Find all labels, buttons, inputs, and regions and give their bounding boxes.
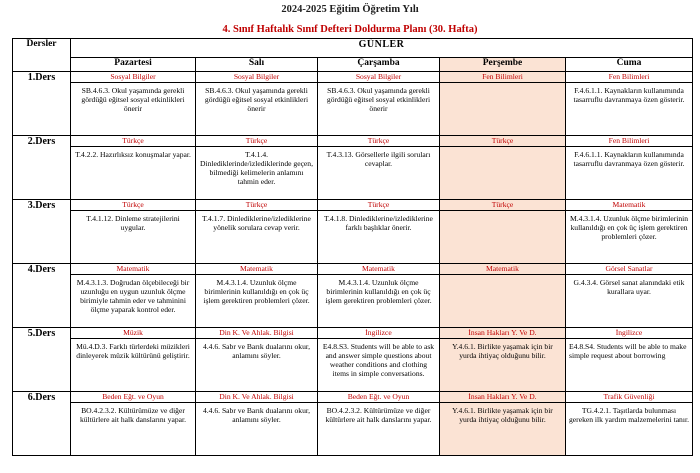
subject-label: Trafik Güvenliği	[566, 392, 692, 403]
outcome-text	[440, 211, 565, 214]
outcome-text: 4.4.6. Sabr ve Barık dualarını okur, anlamını söyler.	[202, 342, 311, 361]
lesson-label: 2.Ders	[13, 136, 71, 200]
subject-label: Matematik	[440, 264, 565, 275]
subject-label: Fen Bilimleri	[566, 136, 692, 147]
plan-cell	[196, 200, 318, 264]
outcome-text	[440, 275, 565, 278]
outcome-text: M.4.3.1.3. Doğrudan ölçebileceği bir uzunluğu en uygun uzunluk ölçme birimiyle tahmin eder ve tahminini ölçme yaparak kontrol eder.	[76, 278, 190, 315]
outcome-text: T.4.1.12. Dinleme stratejilerini uygular.	[86, 214, 180, 233]
subject-label: Türkçe	[71, 200, 195, 211]
plan-cell	[318, 200, 440, 264]
subject-label: İnsan Hakları Y. Ve D.	[440, 392, 565, 403]
outcome-text	[440, 83, 565, 86]
plan-cell	[196, 136, 318, 200]
outcome-text: T.4.1.4. Dinlediklerinde/izlediklerinde geçen, bilmediği kelimelerin anlamını tahmin eder.	[199, 150, 314, 187]
plan-cell	[196, 72, 318, 136]
outcome-text: E4.8.S3. Students will be able to ask and answer simple questions about weather conditions and clothing items in simple conversations.	[322, 342, 435, 379]
outcome-text: T.4.1.7. Dinlediklerine/izlediklerine yönelik sorulara cevap verir.	[202, 214, 311, 233]
plan-subtitle: 4. Sınıf Haftalık Sınıf Defteri Doldurma Planı (30. Hafta)	[222, 24, 478, 35]
lesson-row	[13, 200, 693, 264]
plan-cell	[440, 72, 566, 136]
outcome-text	[440, 147, 565, 150]
subject-label: Sosyal Bilgiler	[71, 72, 195, 83]
plan-cell	[566, 72, 693, 136]
plan-cell	[71, 72, 196, 136]
plan-cell	[566, 200, 693, 264]
subject-label: Türkçe	[196, 136, 317, 147]
plan-cell	[440, 200, 566, 264]
plan-cell	[566, 392, 693, 456]
outcome-text: SB.4.6.3. Okul yaşamında gerekli gördüğü eğitsel sosyal etkinlikleri önerir	[81, 86, 185, 114]
outcome-text: F.4.6.1.1. Kaynakların kullanımında tasarruflu davranmaya özen gösterir.	[573, 86, 685, 105]
gunler-header: GÜNLER	[71, 39, 693, 58]
outcome-text: SB.4.6.3. Okul yaşamında gerekli gördüğü eğitsel sosyal etkinlikleri önerir	[204, 86, 309, 114]
plan-cell	[318, 264, 440, 328]
subject-label: İngilizce	[318, 328, 439, 339]
subject-label: Din K. Ve Ahlak. Bilgisi	[196, 328, 317, 339]
plan-cell	[71, 328, 196, 392]
plan-cell	[71, 264, 196, 328]
subject-label: Türkçe	[196, 200, 317, 211]
outcome-text: Y.4.6.1. Birlikte yaşamak için bir yurda ihtiyaç olduğunu bilir.	[452, 406, 553, 425]
subject-label: Matematik	[71, 264, 195, 275]
plan-cell	[440, 264, 566, 328]
outcome-text: SB.4.6.3. Okul yaşamında gerekli gördüğü eğitsel sosyal etkinlikleri önerir	[326, 86, 431, 114]
plan-cell	[318, 136, 440, 200]
subject-label: Matematik	[318, 264, 439, 275]
plan-cell	[440, 328, 566, 392]
day-header-carsamba: Çarşamba	[318, 58, 440, 72]
dersler-header: Dersler	[13, 39, 71, 72]
outcome-text: G.4.3.4. Görsel sanat alanındaki etik kurallara uyar.	[573, 278, 685, 297]
day-header-cuma: Cuma	[566, 58, 693, 72]
subject-label: Sosyal Bilgiler	[196, 72, 317, 83]
outcome-text: F.4.6.1.1. Kaynakların kullanımında tasarruflu davranmaya özen gösterir.	[573, 150, 685, 169]
page-title: 2024-2025 Eğitim Öğretim Yılı	[281, 4, 419, 15]
plan-cell	[566, 136, 693, 200]
outcome-text: M.4.3.1.4. Uzunluk ölçme birimlerinin kullanıldığı en çok üç işlem gerektiren problemleri çözer.	[203, 278, 310, 306]
outcome-text: M.4.3.1.4. Uzunluk ölçme birimlerinin kullanıldığı en çok üç işlem gerektiren problemleri çözer.	[569, 214, 689, 242]
plan-cell	[440, 392, 566, 456]
outcome-text: M.4.3.1.4. Uzunluk ölçme birimlerinin kullanıldığı en çok üç işlem gerektiren problemleri çözer.	[325, 278, 432, 306]
subject-label: Türkçe	[318, 200, 439, 211]
outcome-text: TG.4.2.1. Taşıtlarda bulunması gereken ilk yardım malzemelerini tanır.	[569, 406, 689, 425]
subject-label: Türkçe	[71, 136, 195, 147]
outcome-text: T.4.3.13. Görsellerle ilgili soruları cevaplar.	[326, 150, 431, 169]
subject-label: Din K. Ve Ahlak. Bilgisi	[196, 392, 317, 403]
lesson-label: 6.Ders	[13, 392, 71, 456]
plan-cell	[566, 264, 693, 328]
plan-cell	[318, 72, 440, 136]
subject-label: Beden Eğt. ve Oyun	[71, 392, 195, 403]
lesson-label: 4.Ders	[13, 264, 71, 328]
subject-label: Görsel Sanatlar	[566, 264, 692, 275]
outcome-text: E4.8.S4. Students will be able to make simple request about borrowing	[569, 342, 687, 361]
outcome-text: T.4.1.8. Dinlediklerine/izlediklerine farklı başlıklar önerir.	[324, 214, 433, 233]
subject-label: Sosyal Bilgiler	[318, 72, 439, 83]
subject-label: Fen Bilimleri	[566, 72, 692, 83]
weekly-plan-table	[12, 38, 693, 456]
plan-cell	[71, 200, 196, 264]
plan-cell	[440, 136, 566, 200]
subject-label: Türkçe	[440, 200, 565, 211]
outcome-text: Mü.4.D.3. Farklı türlerdeki müzikleri dinleyerek müzik kültürünü geliştirir.	[76, 342, 190, 361]
day-header-sali: Salı	[196, 58, 318, 72]
subject-label: İnsan Hakları Y. Ve D.	[440, 328, 565, 339]
outcome-text: 4.4.6. Sabr ve Barık dualarını okur, anlamını söyler.	[202, 406, 311, 425]
lesson-row	[13, 72, 693, 136]
plan-cell	[196, 264, 318, 328]
subject-label: İngilizce	[566, 328, 692, 339]
subject-label: Türkçe	[318, 136, 439, 147]
subject-label: Türkçe	[440, 136, 565, 147]
lesson-row	[13, 392, 693, 456]
outcome-text: BO.4.2.3.2. Kültürümüze ve diğer kültürlere ait halk danslarını yapar.	[79, 406, 187, 425]
day-header-pazartesi: Pazartesi	[71, 58, 196, 72]
outcome-text: BO.4.2.3.2. Kültürümüze ve diğer kültürlere ait halk danslarını yapar.	[325, 406, 432, 425]
outcome-text: Y.4.6.1. Birlikte yaşamak için bir yurda ihtiyaç olduğunu bilir.	[452, 342, 553, 361]
subject-label: Matematik	[566, 200, 692, 211]
subject-label: Beden Eğt. ve Oyun	[318, 392, 439, 403]
plan-cell	[71, 136, 196, 200]
lesson-row	[13, 264, 693, 328]
plan-cell	[318, 328, 440, 392]
subject-label: Müzik	[71, 328, 195, 339]
day-header-persembe: Perşembe	[440, 58, 566, 72]
subject-label: Matematik	[196, 264, 317, 275]
plan-cell	[566, 328, 693, 392]
plan-cell	[196, 392, 318, 456]
plan-cell	[318, 392, 440, 456]
plan-cell	[71, 392, 196, 456]
lesson-row	[13, 328, 693, 392]
lesson-label: 1.Ders	[13, 72, 71, 136]
outcome-text: T.4.2.2. Hazırlıksız konuşmalar yapar.	[75, 150, 191, 159]
lesson-label: 5.Ders	[13, 328, 71, 392]
lesson-row	[13, 136, 693, 200]
lesson-label: 3.Ders	[13, 200, 71, 264]
plan-cell	[196, 328, 318, 392]
subject-label: Fen Bilimleri	[440, 72, 565, 83]
